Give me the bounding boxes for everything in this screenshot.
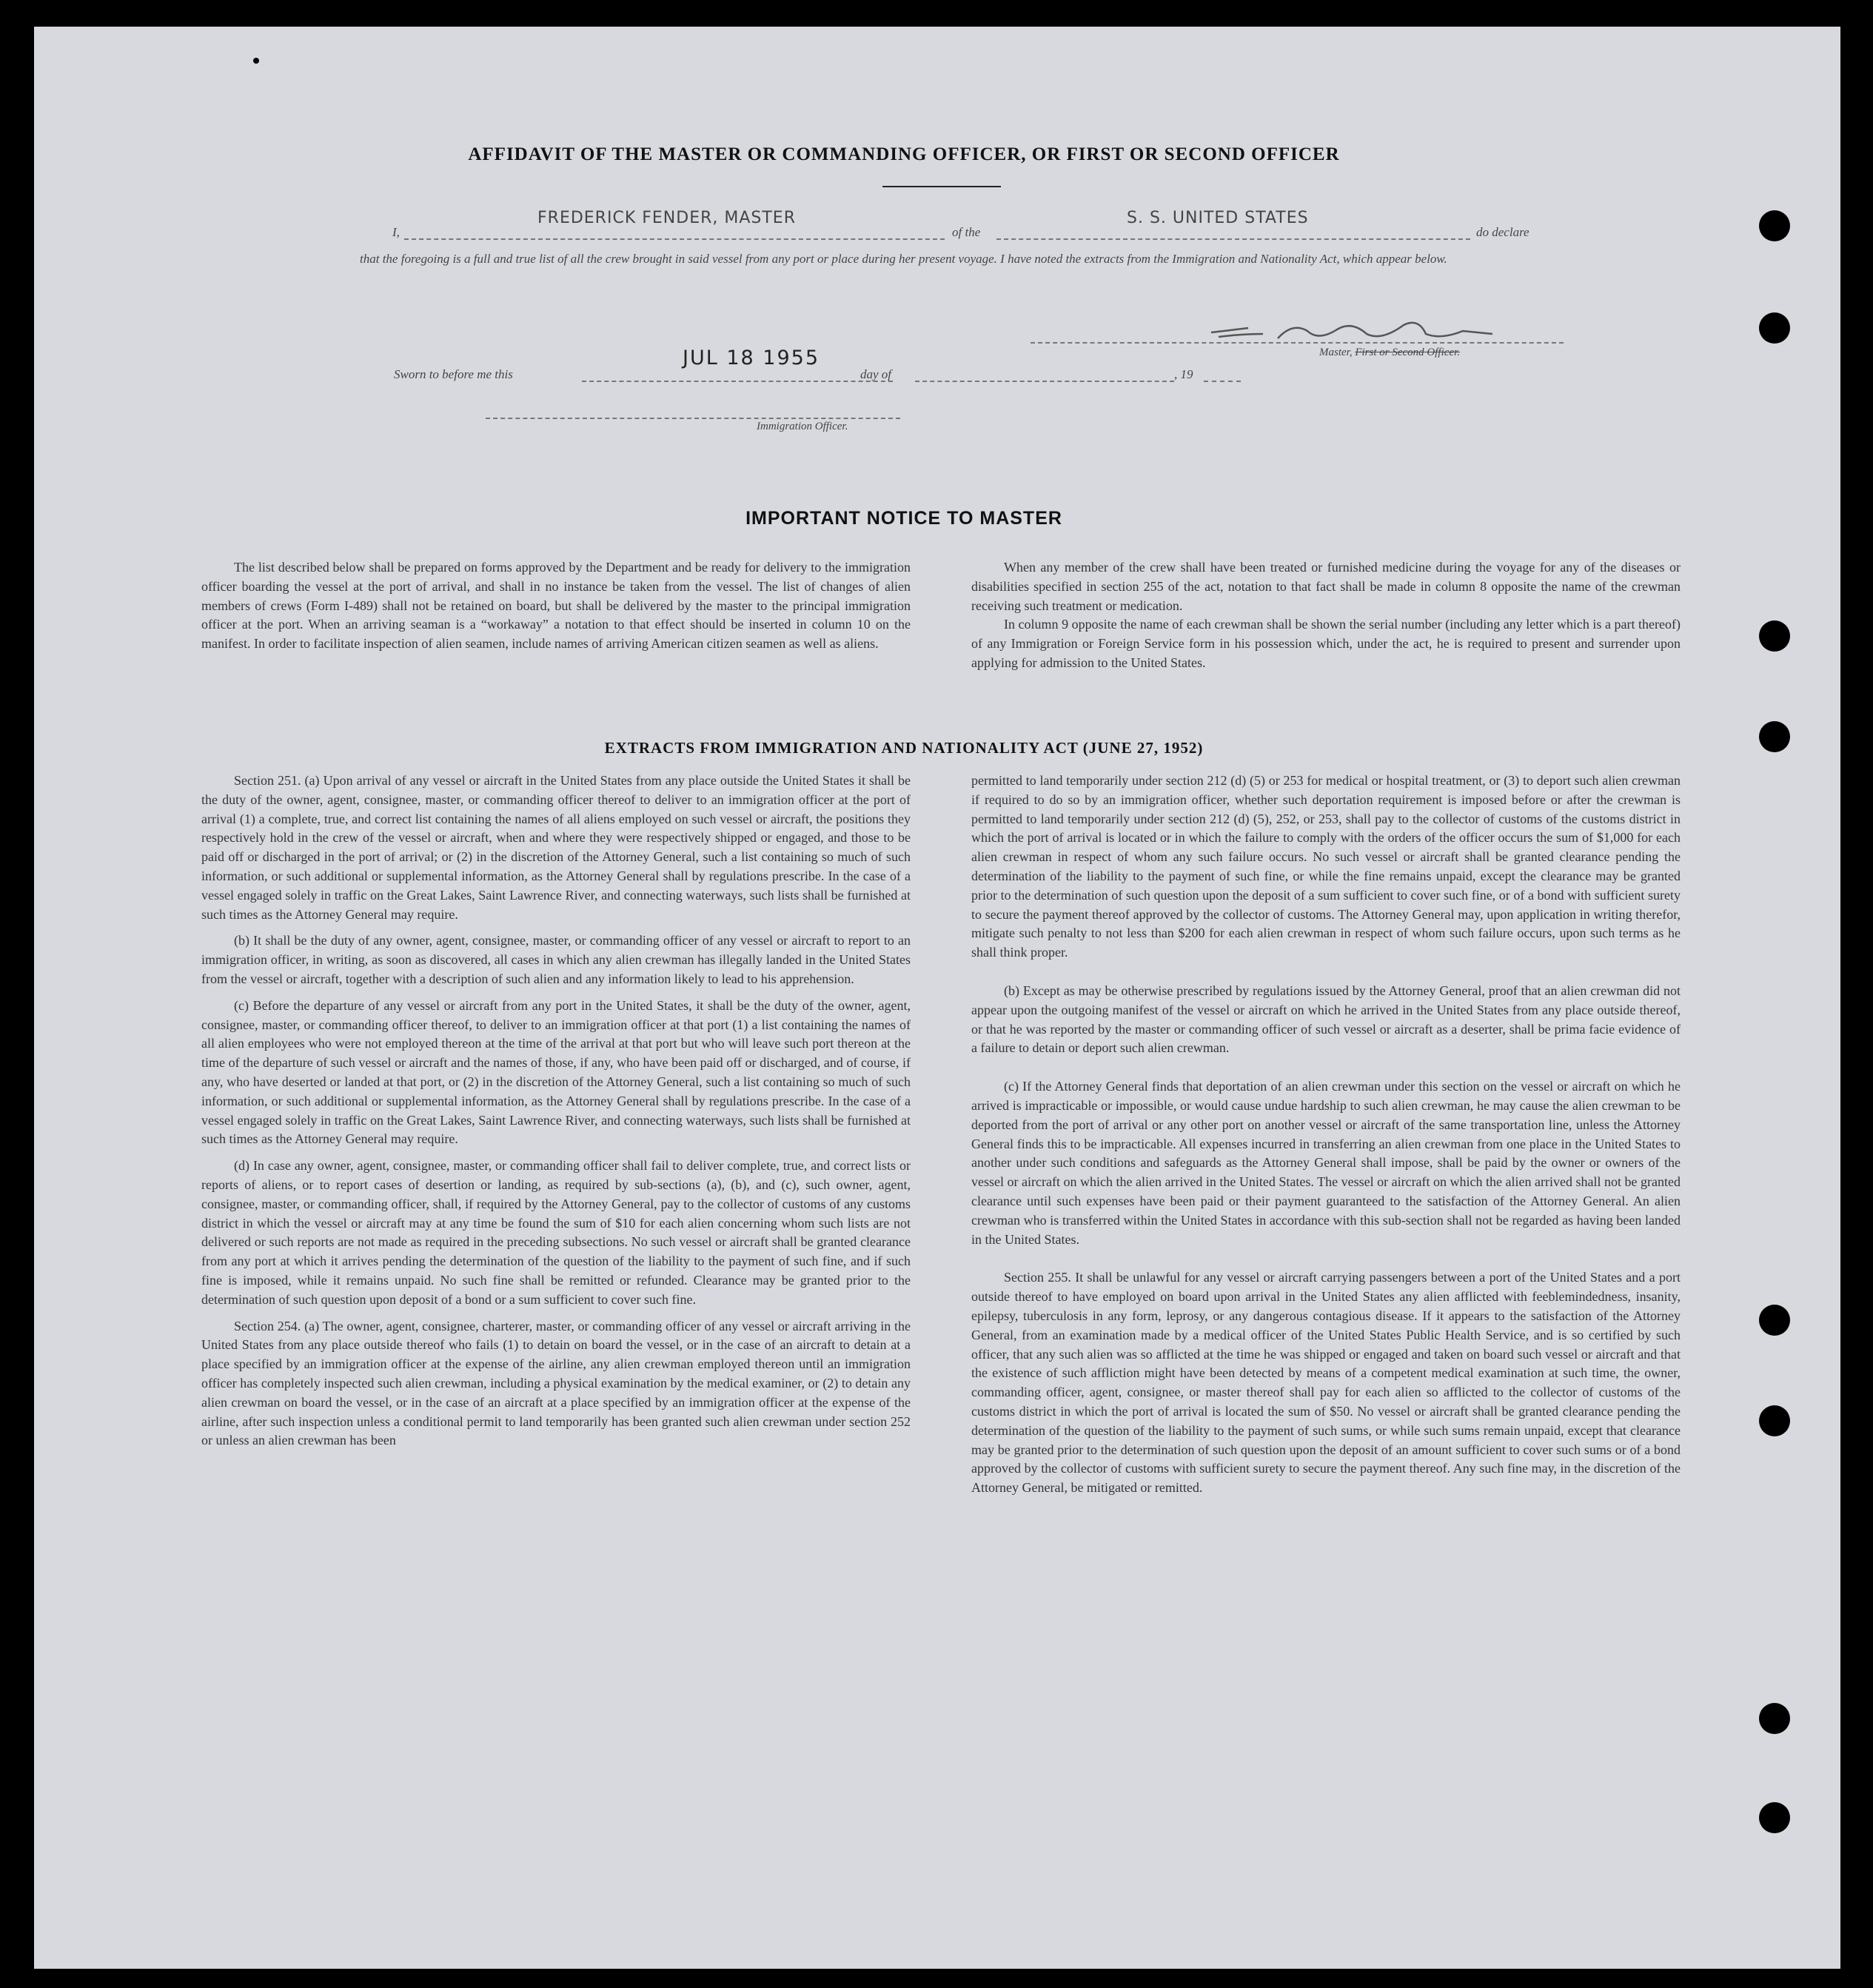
i-prefix: I, <box>392 225 400 239</box>
signature-label <box>1319 347 1460 359</box>
signature-line <box>1031 342 1564 344</box>
punch-hole <box>1759 1405 1790 1436</box>
punch-hole <box>1759 210 1790 241</box>
vessel-name: S. S. UNITED STATES <box>1127 209 1309 227</box>
punch-hole <box>1759 1703 1790 1734</box>
extract-paragraph: Section 255. It shall be unlawful for any vessel or aircraft carrying passengers between a port of the United States and a port outside thereof to have employed on board upon arrival in the United States any alien afflicted with feeblemindedness, insanity, epilepsy, tuberculosis in any form, leprosy, or any dangerous contagious disease. If it appears to the satisfaction of the Attorney General, from an examination made by a medical officer of the United States Public Health Service, and is so certified by such officer, that any such alien was so afflicted at the time he was shipped or engaged and taken on board such vessel or aircraft and that the existence of such affliction might have been detected by means of a competent medical examination at such time, the owner, commanding officer, agent, consignee, or master thereof shall pay for each alien so afflicted to the collector of customs of the customs district in which the port of arrival is located the sum of $50. No vessel or aircraft shall be granted clearance pending the determination of the question of the liability to the payment of such sums, or while such sums remain unpaid, except that clearance may be granted prior to the determination of such question upon the deposit of an amount sufficient to cover such sums or of a bond approved by the collector of customs with sufficient surety to secure the payment thereof. Any such fine may, in the discretion of the Attorney General, be mitigated or remitted. <box>971 1270 1681 1496</box>
document-page <box>34 27 1840 1969</box>
speck <box>253 58 259 64</box>
immigration-officer-label: Immigration Officer. <box>757 421 848 432</box>
affidavit-title: AFFIDAVIT OF THE MASTER OR COMMANDING OFFICER, OR FIRST OR SECOND OFFICER <box>468 144 1340 164</box>
punch-hole <box>1759 1305 1790 1336</box>
punch-hole <box>1759 1802 1790 1833</box>
extract-paragraph: (c) Before the departure of any vessel or aircraft from any port in the United States, it shall be the duty of the owner, agent, consignee, master, or commanding officer thereof, to deliver to an immigration officer at that port (1) a list containing the names of all alien employees who were not employed thereon at the time of the arrival at that port but who will leave such port thereon at the time of the departure of such vessel or aircraft and the names of those, if any, who have been paid off or discharged, and of course, if any, who have deserted or landed at that port, or (2) in the discretion of the Attorney General, such a list containing so much of such information, or such additional or supplemental information, as the Attorney General shall by regulations prescribe. In the case of a vessel engaged solely in traffic on the Great Lakes, Saint Lawrence River, and connecting waterways, such lists shall be furnished at such times as the Attorney General may require. <box>201 997 911 1147</box>
do-declare-label: do declare <box>1476 225 1529 239</box>
extract-paragraph: Section 254. (a) The owner, agent, consignee, charterer, master, or commanding officer of any vessel or aircraft arriving in the United States from any place outside thereof who fails (1) to detain on board the vessel, or in the case of an aircraft to detain at a place specified by an immigration officer at the expense of the airline, any alien crewman employed thereon until an immigration officer has completely inspected such alien crewman, including a physical examination by the medical examiner, or (2) to detain any alien crewman on board the vessel, or in the case of an aircraft at a place specified by an immigration officer at the expense of the airline, after such inspection unless a conditional permit to land temporarily has been granted such alien crewman under section 252 or unless an alien crewman has been <box>201 1318 911 1448</box>
master-label: Master, <box>1319 347 1353 358</box>
notice-title: IMPORTANT NOTICE TO MASTER <box>745 508 1062 529</box>
extract-paragraph: (b) Except as may be otherwise prescribed by regulations issued by the Attorney General, proof that an alien crewman did not appear upon the outgoing manifest of the vessel or aircraft on which he arrived in the United States from any place outside thereof, or that he was reported by the master or commanding officer of such vessel or aircraft as a deserter, shall be prima facie evidence of a failure to detain or deport such alien crewman. <box>971 983 1681 1056</box>
sworn-year-line <box>1204 381 1241 382</box>
master-name: FREDERICK FENDER, MASTER <box>537 209 796 227</box>
of-the-label: of the <box>952 225 981 239</box>
day-of-label: day of <box>860 367 892 381</box>
extracts-right-column <box>971 772 1681 1498</box>
punch-hole <box>1759 721 1790 752</box>
notice-paragraph: The list described below shall be prepared on forms approved by the Department and be ready for delivery to the immigration officer boarding the vessel at the port of arrival, and shall in no instance be taken from the vessel. The list of changes of alien members of crews (Form I-489) shall not be retained on board, but shall be delivered by the master to the principal immigration officer at the port. When an arriving seaman is a “workaway” a notation to that effect should be inserted in column 10 on the manifest. In order to facilitate inspection of alien seamen, include names of arriving American citizen seamen as well as aliens. <box>201 560 911 652</box>
extracts-title: EXTRACTS FROM IMMIGRATION AND NATIONALITY ACT (JUNE 27, 1952) <box>604 739 1204 757</box>
extracts-left-column <box>201 772 911 1450</box>
punch-hole <box>1759 312 1790 344</box>
year-prefix: , 19 <box>1174 367 1193 381</box>
extract-paragraph: (d) In case any owner, agent, consignee, master, or commanding officer shall fail to deliver complete, true, and correct lists or reports of aliens, or to report cases of desertion or landing, as required by sub-sections (a), (b), and (c), such owner, agent, consignee, master, or commanding officer, shall, if required by the Attorney General, pay to the collector of customs of any customs district in which the vessel or aircraft may at any time be found the sum of $10 for each alien concerning whom such lists are not delivered or such reports are not made as required in the preceding subsections. No such vessel or aircraft shall be granted clearance from any port at which it arrives pending the determination of the question of the liability to the payment of such fine, and if such fine is imposed, while it remains unpaid. No such fine shall be remitted or refunded. Clearance may be granted prior to the determination of such question upon deposit of a bond or a sum sufficient to cover such fine. <box>201 1158 911 1307</box>
struck-officer-label: First or Second Officer. <box>1355 347 1460 358</box>
title-rule <box>882 186 1001 187</box>
notice-left-column <box>201 558 911 654</box>
notice-paragraph: In column 9 opposite the name of each crewman shall be shown the serial number (including any letter which is a part thereof) of any Immigration or Foreign Service form in his possession which, under the act, he is required to present and surrender upon applying for admission to the United States. <box>971 617 1681 670</box>
notice-right-column <box>971 558 1681 673</box>
extract-paragraph: (b) It shall be the duty of any owner, agent, consignee, master, or commanding officer of any vessel or aircraft to report to an immigration officer, in writing, as soon as discovered, all cases in which any alien crewman has illegally landed in the United States from the vessel or aircraft, together with a description of such alien and any information likely to lead to his apprehension. <box>201 933 911 986</box>
punch-hole <box>1759 620 1790 652</box>
extract-paragraph: Section 251. (a) Upon arrival of any vessel or aircraft in the United States from any place outside the United States it shall be the duty of the owner, agent, consignee, master, or commanding officer thereof to deliver to an immigration officer at the port of arrival (1) a complete, true, and correct list containing the names of all aliens employed on such vessel or aircraft, the positions they respectively hold in the crew of the vessel or aircraft, when and where they were respectively shipped or engaged, and those to be paid off or discharged in the port of arrival; or (2) in the discretion of the Attorney General, such a list containing so much of such information, or such additional or supplemental information, as the Attorney General shall by regulations prescribe. In the case of a vessel engaged solely in traffic on the Great Lakes, Saint Lawrence River, and connecting waterways, such lists shall be furnished at such times as the Attorney General may require. <box>201 773 911 922</box>
sworn-month-line <box>915 381 1174 382</box>
master-name-line <box>404 238 945 240</box>
sworn-prefix: Sworn to before me this <box>394 367 513 381</box>
immigration-officer-line <box>486 418 900 419</box>
sworn-date-stamp: JUL 18 1955 <box>683 347 820 369</box>
declaration-text: that the foregoing is a full and true list of all the crew brought in said vessel from any port or place during her present voyage. I have noted the extracts from the Immigration and Nationality Act, which appear below. <box>360 252 1447 266</box>
extract-paragraph: permitted to land temporarily under section 212 (d) (5) or 253 for medical or hospital treatment, or (3) to deport such alien crewman if required to do so by an immigration officer, whether such deportation requirement is imposed before or after the crewman is permitted to land temporarily under section 212 (d) (5), 252, or 253, shall pay to the collector of customs of the customs district in which the port of arrival is located or in which the failure to comply with the orders of the officer occurs the sum of $1,000 for each alien crewman in respect of whom any such failure occurs. No such vessel or aircraft shall be granted clearance pending the determination of the liability to the payment of such fine, or while the fine remains unpaid, except the clearance may be granted prior to the determination of such question upon the deposit of a sum sufficient to cover such fine, or of a bond with sufficient surety to secure the payment thereof approved by the collector of customs. The Attorney General may, upon application in writing therefor, mitigate such penalty to not less than $200 for each alien crewman in respect of whom such failure occurs, upon such terms as he shall think proper. <box>971 773 1681 960</box>
extract-paragraph: (c) If the Attorney General finds that deportation of an alien crewman under this section on the vessel or aircraft on which he arrived is impracticable or impossible, or would cause undue hardship to such alien crewman, he may cause the alien crewman to be deported from the port of arrival or any other port on another vessel or aircraft of the same transportation line, unless the Attorney General finds this to be impracticable. All expenses incurred in transferring an alien crewman from one place in the United States to another under such conditions and safeguards as the Attorney General shall impose, shall be paid by the owner or owners of the vessel or aircraft on which the alien arrived in the United States. The vessel or aircraft on which the alien arrived shall not be granted clearance until such expenses have been paid or their payment guaranteed to the satisfaction of the Attorney General. An alien crewman who is transferred within the United States in accordance with this sub-section shall not be regarded as having been landed in the United States. <box>971 1079 1681 1247</box>
sworn-day-line <box>582 381 893 382</box>
notice-paragraph: When any member of the crew shall have been treated or furnished medicine during the voyage for any of the diseases or disabilities specified in section 255 of the act, notation to that fact shall be made in column 8 opposite the name of the crewman receiving such treatment or medication. <box>971 560 1681 613</box>
vessel-line <box>996 238 1470 240</box>
